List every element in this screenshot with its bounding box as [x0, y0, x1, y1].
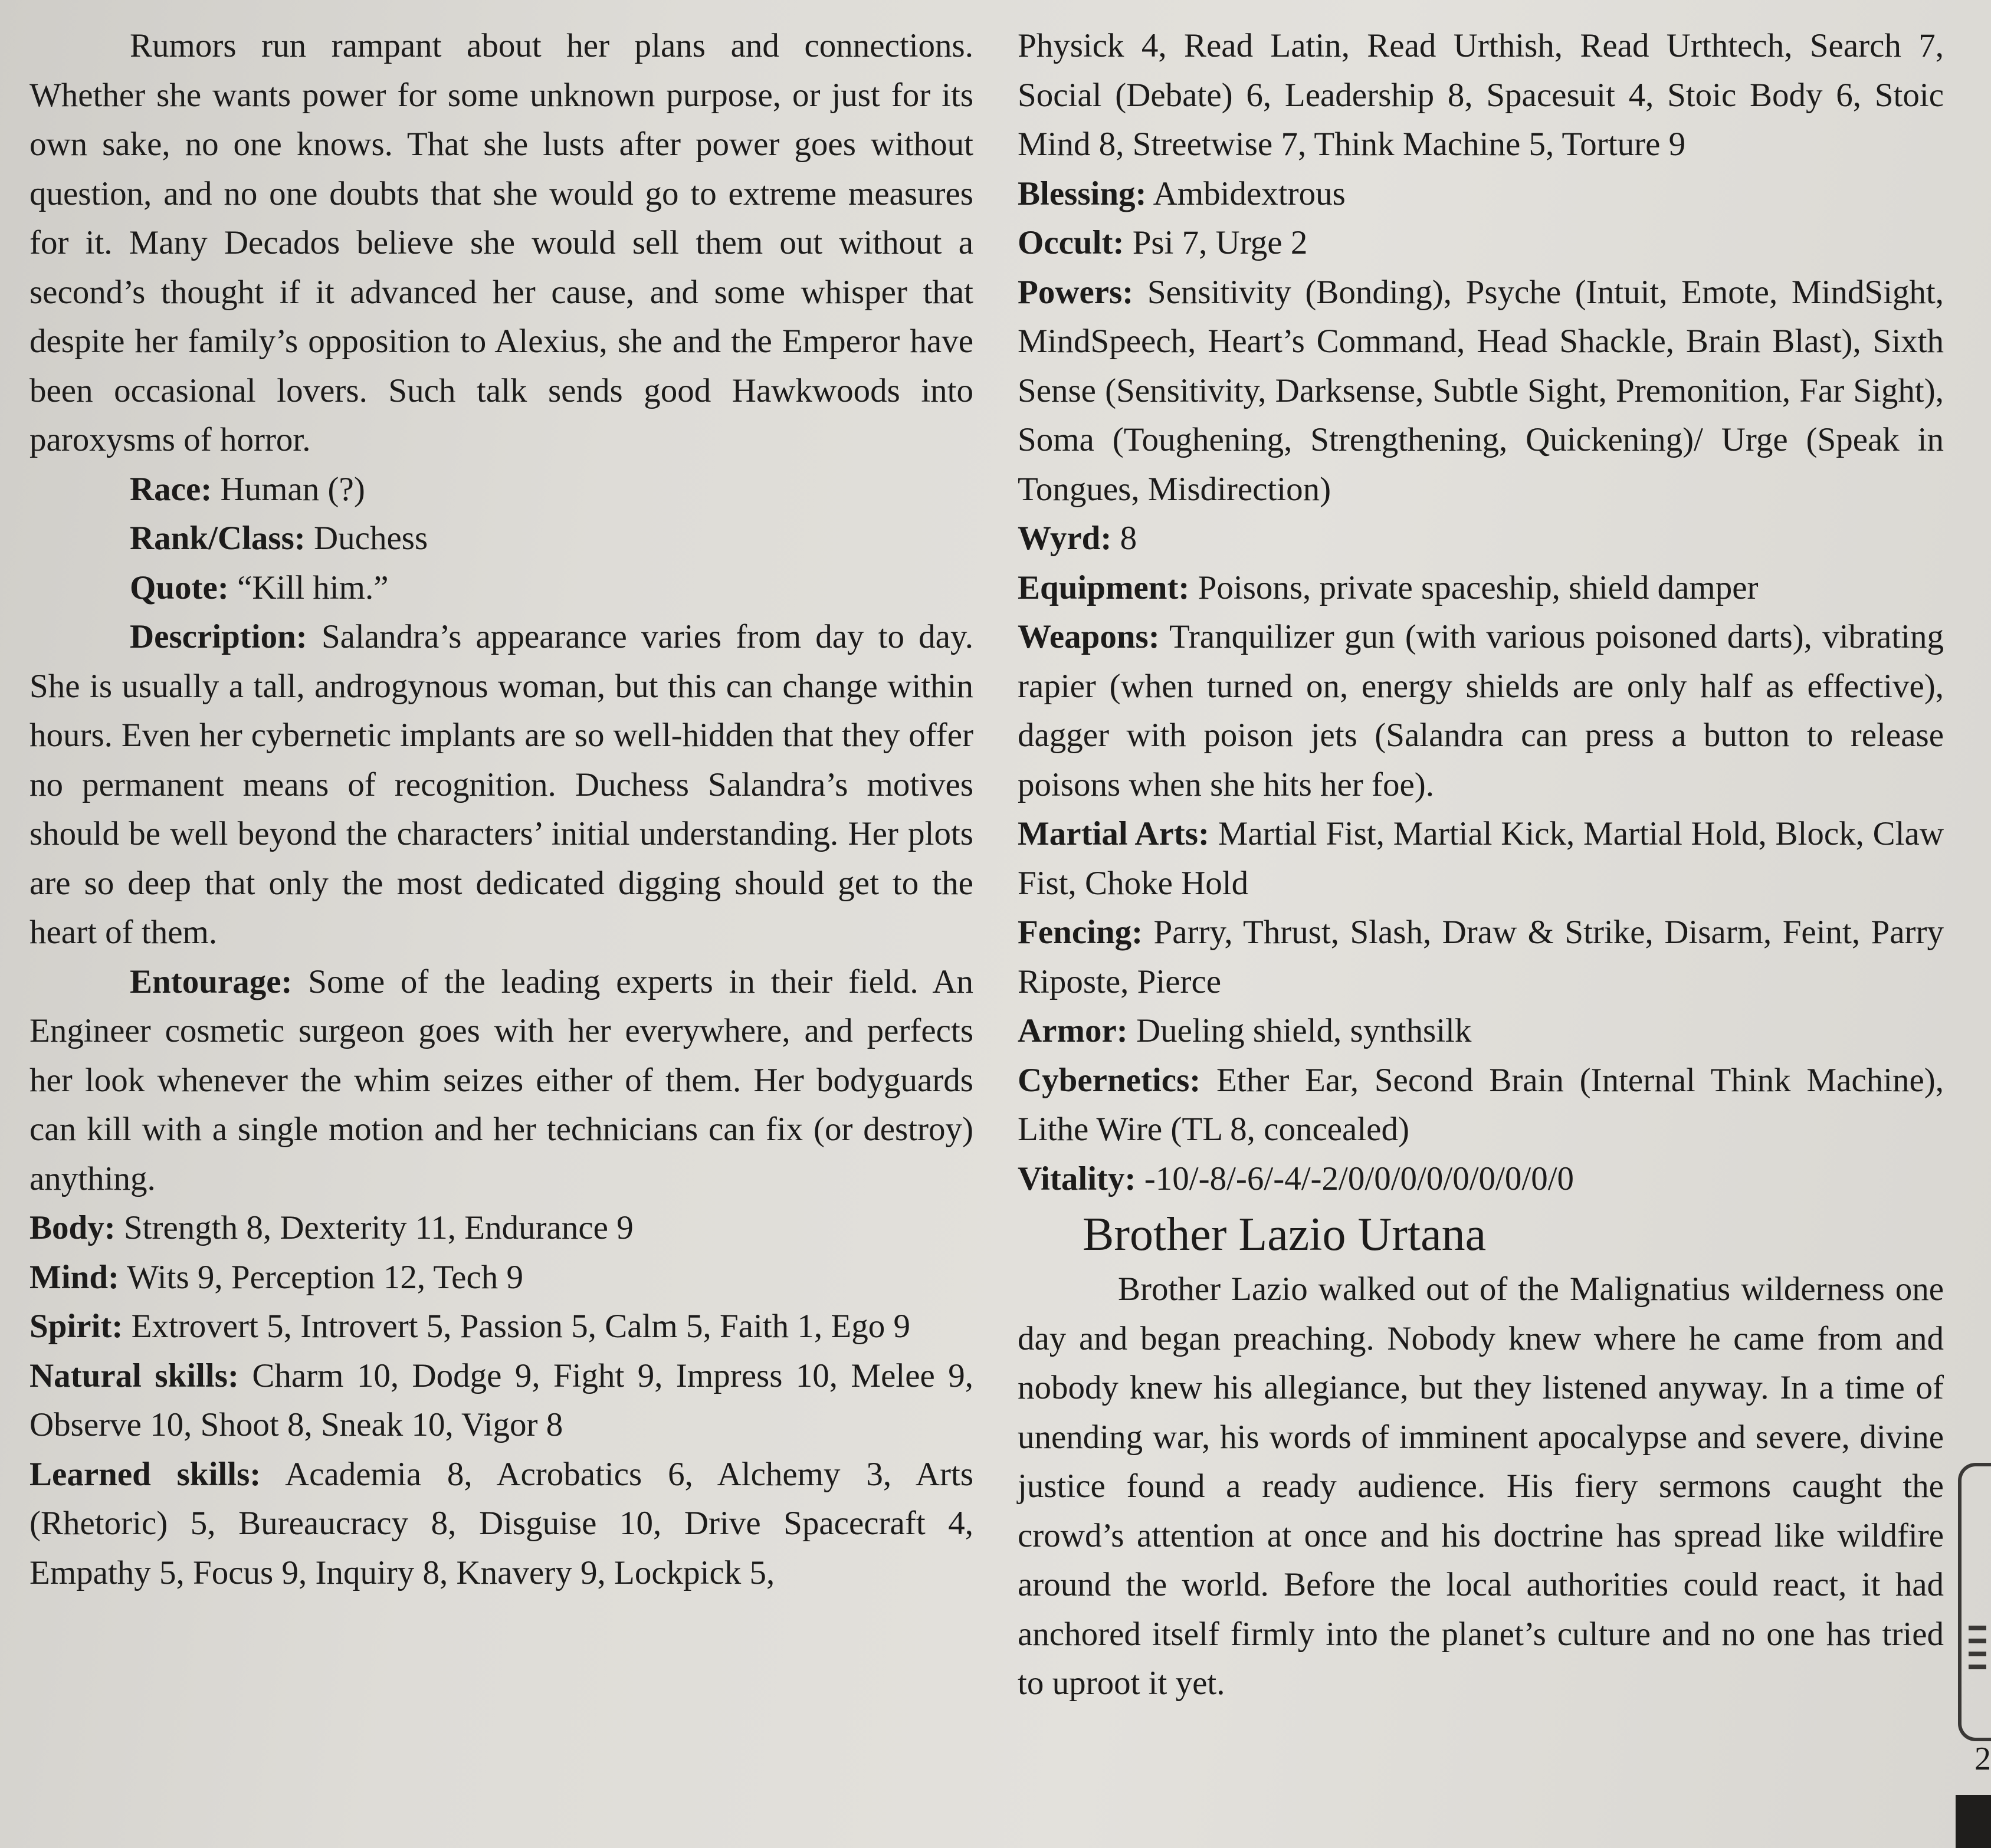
equipment-label: Equipment: — [1018, 569, 1190, 606]
race-line — [29, 465, 973, 514]
body-value: Strength 8, Dexterity 11, Endurance 9 — [115, 1209, 634, 1246]
vitality-label: Vitality: — [1018, 1160, 1136, 1197]
ornament-bars — [1969, 1626, 1986, 1673]
learned-skills-continued: Physick 4, Read Latin, Read Urthish, Read Urthtech, Search 7, Social (Debate) 6, Leadership 8, Spacesuit 4, Stoic Body 6, Stoic Mind 8, Streetwise 7, Think Machine 5, Torture 9 — [1018, 27, 1944, 163]
cybernetics-value: Ether Ear, Second Brain (Internal Think Machine), Lithe Wire (TL 8, concealed) — [1018, 1061, 1944, 1148]
cybernetics-line — [1018, 1056, 1944, 1154]
lazio-paragraph: Brother Lazio walked out of the Malignatius wilderness one day and began preaching. Nobody knew where he came from and nobody knew his allegiance, but they listened anyway. In a time of unending war, his words of imminent apocalypse and severe, divine justice found a ready audience. His fiery sermons caught the crowd’s attention at once and his doctrine has spread like wildfire around the world. Before the local authorities could react, it had anchored itself firmly into the planet’s culture and no one has tried to uproot it yet. — [1018, 1271, 1944, 1702]
powers-value: Sensitivity (Bonding), Psyche (Intuit, Emote, MindSight, MindSpeech, Heart’s Command, Head Shackle, Brain Blast), Sixth Sense (Sensitivity, Darksense, Subtle Sight, Premonition, Far Sight), Soma (Toughening, Strengthening, Quickening)/ Urge (Speak in Tongues, Misdirection) — [1018, 273, 1944, 508]
weapons-value: Tranquilizer gun (with various poisoned darts), vibrating rapier (when turned on, energy shields are only half as effective), dagger with poison jets (Salandra can press a button to release poisons when she hits her foe). — [1018, 618, 1944, 803]
equipment-value: Poisons, private spaceship, shield damper — [1189, 569, 1759, 606]
body-label: Body: — [29, 1209, 116, 1246]
margin-ornament — [1958, 1463, 1991, 1741]
martial-arts-label: Martial Arts: — [1018, 815, 1209, 852]
quote-label: Quote: — [130, 569, 229, 606]
spirit-line — [29, 1302, 973, 1351]
entourage-paragraph — [29, 957, 973, 1204]
martial-arts-value: Martial Fist, Martial Kick, Martial Hold, Block, Claw Fist, Choke Hold — [1018, 815, 1944, 902]
corner-tab — [1956, 1795, 1991, 1848]
blessing-label: Blessing: — [1018, 175, 1147, 212]
weapons-line — [1018, 612, 1944, 809]
learned-skills-label: Learned skills: — [29, 1455, 261, 1493]
rank-value: Duchess — [305, 520, 428, 557]
armor-line — [1018, 1006, 1944, 1056]
fencing-label: Fencing: — [1018, 914, 1143, 951]
weapons-label: Weapons: — [1018, 618, 1160, 655]
occult-value: Psi 7, Urge 2 — [1124, 224, 1308, 261]
learned-skills-value: Academia 8, Acrobatics 6, Alchemy 3, Arts (Rhetoric) 5, Bureaucracy 8, Disguise 10, Drive Spacecraft 4, Empathy 5, Focus 9, Inquiry 8, Knavery 9, Lockpick 5, — [29, 1455, 974, 1591]
natural-skills-label: Natural skills: — [29, 1357, 239, 1394]
fencing-value: Parry, Thrust, Slash, Draw & Strike, Disarm, Feint, Parry Riposte, Pierce — [1018, 914, 1944, 1000]
natural-skills-line — [29, 1351, 973, 1450]
rank-line — [29, 514, 973, 563]
entourage-label: Entourage: — [130, 963, 293, 1000]
powers-line — [1018, 268, 1944, 514]
quote-line — [29, 563, 973, 613]
left-column — [29, 21, 973, 1597]
description-value: Salandra’s appearance varies from day to day. She is usually a tall, androgynous woman, but this can change within hours. Even her cybernetic implants are so well-hidden that they offer no permanent means of recognition. Duchess Salandra’s motives should be well beyond the characters’ initial understanding. Her plots are so deep that only the most dedicated digging should get to the heart of them. — [29, 618, 973, 951]
blessing-line — [1018, 169, 1944, 219]
wyrd-label: Wyrd: — [1018, 520, 1112, 557]
race-label: Race: — [130, 470, 212, 508]
learned-skills-line — [29, 1450, 973, 1598]
spirit-label: Spirit: — [29, 1308, 123, 1345]
entourage-value: Some of the leading experts in their field. An Engineer cosmetic surgeon goes with her everywhere, and perfects her look whenever the whim seizes either of them. Her bodyguards can kill with a single motion and her technicians can fix (or destroy) anything. — [29, 963, 973, 1197]
wyrd-value: 8 — [1111, 520, 1137, 557]
cybernetics-label: Cybernetics: — [1018, 1061, 1201, 1099]
vitality-value: -10/-8/-6/-4/-2/0/0/0/0/0/0/0/0/0 — [1136, 1160, 1575, 1197]
rank-label: Rank/Class: — [130, 520, 306, 557]
section-heading: Brother Lazio Urtana — [1083, 1209, 1487, 1261]
mind-label: Mind: — [29, 1258, 120, 1296]
race-value: Human (?) — [212, 470, 365, 508]
quote-value: “Kill him.” — [228, 569, 389, 606]
powers-label: Powers: — [1018, 273, 1134, 311]
fencing-line — [1018, 908, 1944, 1006]
occult-label: Occult: — [1018, 224, 1124, 261]
natural-skills-value: Charm 10, Dodge 9, Fight 9, Impress 10, Melee 9, Observe 10, Shoot 8, Sneak 10, Vigor 8 — [29, 1357, 973, 1443]
spirit-value: Extrovert 5, Introvert 5, Passion 5, Calm 5, Faith 1, Ego 9 — [123, 1308, 910, 1345]
equipment-line — [1018, 563, 1944, 613]
intro-paragraph: Rumors run rampant about her plans and connections. Whether she wants power for some unknown purpose, or just for its own sake, no one knows. That she lusts after power goes without question, and no one doubts that she would go to extreme measures for it. Many Decados believe she would sell them out without a second’s thought if it advanced her cause, and some whisper that despite her family’s opposition to Alexius, she and the Emperor have been occasional lovers. Such talk sends good Hawkwoods into paroxysms of horror. — [29, 27, 973, 458]
mind-value: Wits 9, Perception 12, Tech 9 — [119, 1258, 524, 1296]
blessing-value: Ambidextrous — [1146, 175, 1346, 212]
page-number: 2 — [1974, 1741, 1991, 1777]
armor-value: Dueling shield, synthsilk — [1127, 1012, 1472, 1049]
martial-arts-line — [1018, 809, 1944, 908]
vitality-line — [1018, 1154, 1944, 1204]
mind-line — [29, 1253, 973, 1302]
right-column — [1018, 21, 1944, 1708]
description-paragraph — [29, 612, 973, 957]
body-line — [29, 1203, 973, 1253]
occult-line — [1018, 218, 1944, 268]
wyrd-line — [1018, 514, 1944, 563]
armor-label: Armor: — [1018, 1012, 1128, 1049]
description-label: Description: — [130, 618, 307, 655]
